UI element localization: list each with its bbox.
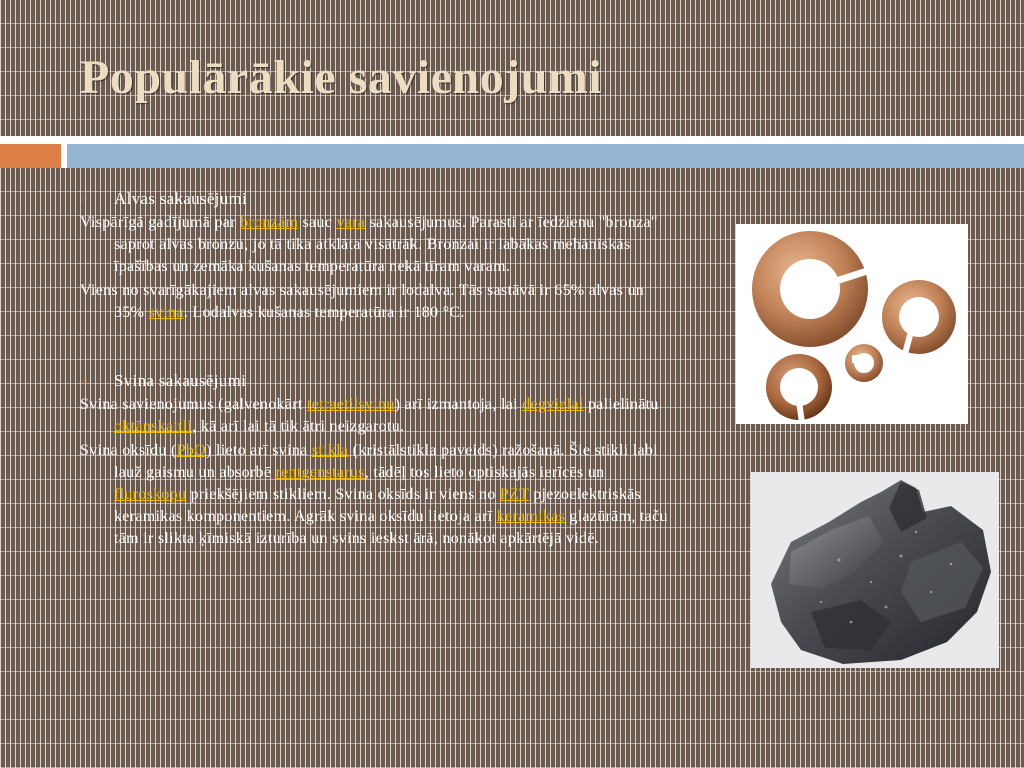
text-span: sakausējumus. Parasti ar īedzienu "bronza" saprot alvas bronzu, jo tā tika atklāta visātrāk. Bronzai ir labākas mehāniskās īpašības un zemāka kušanas temperatūra nekā tīram varam.: [114, 214, 658, 275]
link-fluroskopu[interactable]: fluroskopu: [114, 486, 187, 503]
link-svina[interactable]: svina: [148, 304, 184, 321]
lead-ore-illustration: [751, 472, 999, 668]
text-span: , kā arī lai tā tik ātri neizgarotu.: [192, 418, 405, 435]
bullet-marker-icon: ○: [82, 194, 88, 204]
link-keramikas[interactable]: keramikas: [496, 508, 566, 525]
text-span: ) lieto arī svina: [206, 442, 312, 459]
text-span: , tādēļ tos lieto optiskajās ierīcēs un: [364, 464, 605, 481]
bullet-marker-icon: ○: [82, 376, 88, 386]
slide-title: Populārākie savienojumi: [80, 51, 603, 104]
section-heading-text: Svina sakausējumi: [114, 371, 247, 390]
accent-bar-orange: [0, 144, 61, 168]
text-span: Vispārīgā gadījumā par: [80, 214, 241, 231]
paragraph-bronze: [80, 212, 670, 278]
text-span: pjezoelektriskās keramikas komponentiem. Agrāk svina oksīdu lietoja arī: [114, 486, 642, 525]
link-pbo[interactable]: PbO: [176, 442, 207, 459]
slide-content: [80, 188, 670, 552]
text-span: Viens no svarīgākajiem alvas sakausējumiem ir lodalva. Tās sastāvā ir 65% alvas un 35%: [80, 282, 645, 321]
section-heading-lead-alloys: [80, 370, 670, 392]
washer-large: [752, 231, 870, 347]
link-vara[interactable]: vara: [336, 214, 366, 231]
washer-small: [845, 344, 883, 382]
accent-bar-blue: [67, 144, 1024, 168]
washer-medium-left: [766, 354, 832, 422]
text-span: (kristālstikla paveids) ražošanā. Šie stikli labi lauž gaismu un absorbē: [114, 442, 658, 481]
link-oktanskaitli[interactable]: oktānskaitli: [114, 418, 193, 435]
text-span: Svina savienojumus (galvenokārt: [80, 396, 307, 413]
link-bronzam[interactable]: bronzām: [240, 214, 299, 231]
link-pzt[interactable]: PZT: [499, 486, 529, 503]
section-heading-text: Alvas sakausējumi: [114, 189, 248, 208]
paragraph-solder: [80, 280, 670, 324]
link-degvielai[interactable]: degvielai: [522, 396, 584, 413]
text-span: ) arī izmantoja, lai: [394, 396, 523, 413]
spacer: [80, 326, 670, 370]
link-stikla[interactable]: stikla: [311, 442, 349, 459]
text-span: priekšējiem stikliem. Svina oksīds ir viens no: [186, 486, 500, 503]
text-span: sauc: [298, 214, 337, 231]
lead-ore-image: [751, 472, 999, 668]
bronze-washers-illustration: [736, 224, 968, 424]
washer-medium-right: [882, 280, 956, 356]
paragraph-tetraethyl-lead: [80, 394, 670, 438]
bronze-washers-image: [736, 224, 968, 424]
link-rentgenstarus[interactable]: rentgenstarus: [275, 464, 365, 481]
text-span: Svina oksīdu (: [80, 442, 177, 459]
text-span: . Lodalvas kušanas temperatūra ir 180 °C.: [183, 304, 465, 321]
text-span: glazūrām, taču tām ir slikta ķīmiskā izturība un svins ieskst ārā, nonākot apkārtējā vidē.: [114, 508, 668, 547]
section-heading-tin-alloys: [80, 188, 670, 210]
paragraph-lead-oxide: [80, 440, 670, 550]
link-tetraetilsvinu[interactable]: tetraetilsvinu: [306, 396, 395, 413]
text-span: palielinātu: [583, 396, 659, 413]
